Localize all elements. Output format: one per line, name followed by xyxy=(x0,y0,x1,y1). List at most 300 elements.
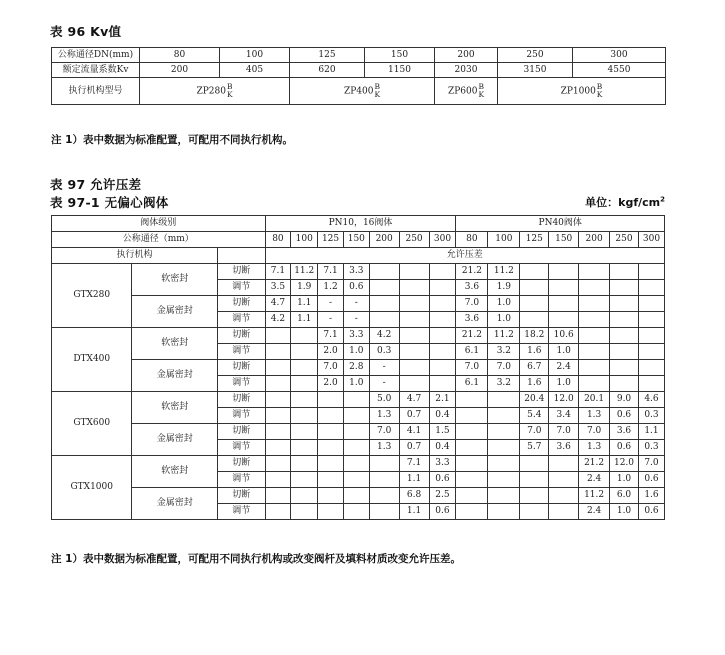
pressure-cell: 3.5 xyxy=(265,280,291,296)
pressure-cell xyxy=(265,408,291,424)
pressure-cell: 5.4 xyxy=(520,408,549,424)
pressure-cell xyxy=(579,360,610,376)
pressure-cell: 7.1 xyxy=(318,328,344,344)
pressure-cell xyxy=(610,312,639,328)
pressure-cell: 1.0 xyxy=(549,376,579,392)
pressure-cell xyxy=(579,264,610,280)
pressure-cell xyxy=(369,280,399,296)
pressure-cell xyxy=(610,360,639,376)
actuator-cell: ZP600 B K xyxy=(435,78,498,105)
actuator-cell: ZP1000 B K xyxy=(498,78,666,105)
pressure-cell xyxy=(638,344,664,360)
pressure-cell: 3.3 xyxy=(343,264,369,280)
dn-label: 公称通径DN(mm) xyxy=(52,48,140,63)
pressure-cell: - xyxy=(343,312,369,328)
table-row xyxy=(52,488,665,504)
pressure-cell xyxy=(488,488,520,504)
grade-label: 阀体级别 xyxy=(52,216,266,232)
pressure-cell xyxy=(291,344,318,360)
seal-type-cell: 软密封 xyxy=(132,264,218,296)
pressure-cell: 2.0 xyxy=(318,344,344,360)
pressure-cell: 4.1 xyxy=(399,424,429,440)
pressure-cell: 0.3 xyxy=(638,408,664,424)
pressure-cell xyxy=(429,376,456,392)
dn-header-label: 公称通径（mm） xyxy=(52,232,266,248)
pressure-cell xyxy=(291,424,318,440)
pressure-cell xyxy=(488,456,520,472)
pressure-cell: 1.1 xyxy=(399,472,429,488)
kv-cell: 1150 xyxy=(365,63,435,78)
pressure-cell: 0.6 xyxy=(638,472,664,488)
pressure-cell xyxy=(610,280,639,296)
dn-header-cell: 200 xyxy=(369,232,399,248)
dn-header-cell: 300 xyxy=(429,232,456,248)
pressure-cell: 7.0 xyxy=(456,296,488,312)
pressure-cell: 1.9 xyxy=(488,280,520,296)
pressure-cell: - xyxy=(369,376,399,392)
mode-cell: 切断 xyxy=(218,264,265,280)
actuator-model-cell: GTX600 xyxy=(52,392,132,456)
kv-cell: 620 xyxy=(290,63,365,78)
pressure-cell xyxy=(579,376,610,392)
unit-label: 单位：kgf/$cm^2$ xyxy=(585,195,665,209)
kv-label: 额定流量系数Kv xyxy=(52,63,140,78)
pressure-cell: 11.2 xyxy=(488,264,520,280)
pressure-cell xyxy=(343,456,369,472)
header-blank-cell xyxy=(218,248,265,264)
pressure-cell: 20.4 xyxy=(520,392,549,408)
pressure-cell: 1.0 xyxy=(488,296,520,312)
pressure-cell: 7.0 xyxy=(488,360,520,376)
pressure-cell: 3.6 xyxy=(456,312,488,328)
seal-type-cell: 金属密封 xyxy=(132,296,218,328)
pressure-cell xyxy=(291,328,318,344)
pressure-cell xyxy=(265,472,291,488)
mode-cell: 调节 xyxy=(218,344,265,360)
pressure-cell xyxy=(265,392,291,408)
pressure-cell xyxy=(638,376,664,392)
pressure-cell xyxy=(265,440,291,456)
actuator-cell: ZP280 B K xyxy=(140,78,290,105)
table96-note: 注 1）表中数据为标准配置，可配用不同执行机构。 xyxy=(51,134,293,146)
pressure-cell: 18.2 xyxy=(520,328,549,344)
pressure-cell: 1.1 xyxy=(291,312,318,328)
pressure-cell xyxy=(318,408,344,424)
pressure-cell xyxy=(429,344,456,360)
pressure-cell: 1.0 xyxy=(610,504,639,520)
pressure-cell: 12.0 xyxy=(610,456,639,472)
pressure-cell xyxy=(369,504,399,520)
actuator-model-cell: GTX280 xyxy=(52,264,132,328)
pressure-cell xyxy=(343,504,369,520)
pressure-cell xyxy=(429,328,456,344)
pressure-cell xyxy=(488,408,520,424)
kv-cell: 200 xyxy=(140,63,220,78)
pressure-cell: 0.4 xyxy=(429,440,456,456)
pressure-cell: - xyxy=(318,312,344,328)
pressure-cell xyxy=(638,280,664,296)
pressure-cell xyxy=(399,296,429,312)
pressure-cell: 4.2 xyxy=(265,312,291,328)
pressure-cell: 6.1 xyxy=(456,376,488,392)
pressure-cell: 0.6 xyxy=(343,280,369,296)
table96-title: 表 96 Kv值 xyxy=(50,24,122,39)
pressure-cell xyxy=(318,504,344,520)
pressure-cell xyxy=(318,456,344,472)
pressure-cell xyxy=(456,472,488,488)
pressure-cell: 3.4 xyxy=(549,408,579,424)
pressure-cell xyxy=(399,280,429,296)
pressure-cell: 0.6 xyxy=(429,472,456,488)
pressure-cell xyxy=(265,504,291,520)
pressure-cell: 2.5 xyxy=(429,488,456,504)
dn-cell: 250 xyxy=(498,48,573,63)
dn-header-cell: 150 xyxy=(549,232,579,248)
pressure-cell: - xyxy=(369,360,399,376)
pressure-cell: 5.0 xyxy=(369,392,399,408)
pressure-cell: 7.0 xyxy=(369,424,399,440)
pressure-cell xyxy=(579,328,610,344)
mode-cell: 切断 xyxy=(218,360,265,376)
dn-cell: 125 xyxy=(290,48,365,63)
pressure-cell xyxy=(291,504,318,520)
pressure-cell xyxy=(369,472,399,488)
pressure-cell: 0.4 xyxy=(429,408,456,424)
pressure-cell: 7.0 xyxy=(520,424,549,440)
pressure-cell xyxy=(610,344,639,360)
pressure-cell: 5.7 xyxy=(520,440,549,456)
pressure-cell xyxy=(399,264,429,280)
pressure-cell: 7.0 xyxy=(549,424,579,440)
pressure-cell xyxy=(638,264,664,280)
pressure-cell: 0.6 xyxy=(610,408,639,424)
pressure-cell xyxy=(265,376,291,392)
pressure-cell: 11.2 xyxy=(579,488,610,504)
pressure-cell xyxy=(579,280,610,296)
pressure-cell: - xyxy=(318,296,344,312)
pressure-cell: 4.7 xyxy=(399,392,429,408)
pressure-cell xyxy=(456,392,488,408)
pressure-cell: - xyxy=(343,296,369,312)
pressure-cell: 1.3 xyxy=(369,440,399,456)
mode-cell: 切断 xyxy=(218,424,265,440)
mode-cell: 调节 xyxy=(218,376,265,392)
pressure-cell xyxy=(291,456,318,472)
pressure-cell: 1.6 xyxy=(520,376,549,392)
mode-cell: 调节 xyxy=(218,280,265,296)
pressure-cell: 11.2 xyxy=(291,264,318,280)
pressure-cell xyxy=(549,264,579,280)
pressure-cell xyxy=(265,360,291,376)
pressure-cell: 7.1 xyxy=(318,264,344,280)
pressure-cell xyxy=(399,344,429,360)
mode-cell: 调节 xyxy=(218,440,265,456)
pressure-cell xyxy=(343,392,369,408)
pressure-cell xyxy=(369,488,399,504)
pressure-cell xyxy=(456,424,488,440)
pressure-cell xyxy=(549,296,579,312)
pressure-cell: 3.6 xyxy=(549,440,579,456)
dn-header-row xyxy=(52,232,665,248)
pressure-cell xyxy=(549,456,579,472)
table-row xyxy=(52,296,665,312)
actuator-header-label: 执行机构 xyxy=(52,248,218,264)
actuator-header-row xyxy=(52,248,665,264)
pressure-cell xyxy=(291,376,318,392)
table-row xyxy=(52,264,665,280)
pressure-cell: 20.1 xyxy=(579,392,610,408)
pressure-cell xyxy=(638,360,664,376)
pressure-cell: 7.1 xyxy=(399,456,429,472)
seal-type-cell: 软密封 xyxy=(132,392,218,424)
kv-cell: 3150 xyxy=(498,63,573,78)
pressure-cell xyxy=(429,280,456,296)
pressure-cell xyxy=(549,488,579,504)
pressure-cell: 4.2 xyxy=(369,328,399,344)
pressure-cell: 1.3 xyxy=(579,408,610,424)
mode-cell: 调节 xyxy=(218,408,265,424)
pressure-cell: 1.0 xyxy=(610,472,639,488)
pressure-cell: 21.2 xyxy=(456,264,488,280)
pn10-label: PN10，16阀体 xyxy=(265,216,456,232)
pressure-cell: 4.6 xyxy=(638,392,664,408)
pressure-cell: 2.1 xyxy=(429,392,456,408)
pressure-cell: 7.1 xyxy=(265,264,291,280)
pressure-cell xyxy=(318,440,344,456)
pressure-cell: 6.1 xyxy=(456,344,488,360)
dn-header-cell: 80 xyxy=(456,232,488,248)
dn-header-cell: 200 xyxy=(579,232,610,248)
actuator-model-cell: GTX1000 xyxy=(52,456,132,520)
pressure-cell xyxy=(549,472,579,488)
mode-cell: 切断 xyxy=(218,488,265,504)
pressure-cell xyxy=(343,488,369,504)
pressure-cell xyxy=(429,360,456,376)
pressure-cell: 7.0 xyxy=(638,456,664,472)
pressure-cell xyxy=(291,472,318,488)
pressure-cell xyxy=(399,376,429,392)
pressure-cell xyxy=(488,440,520,456)
table-row xyxy=(52,328,665,344)
pressure-cell: 0.3 xyxy=(369,344,399,360)
pressure-cell xyxy=(429,312,456,328)
pressure-cell xyxy=(291,392,318,408)
mode-cell: 调节 xyxy=(218,312,265,328)
pressure-cell: 1.5 xyxy=(429,424,456,440)
pressure-cell: 1.0 xyxy=(343,344,369,360)
pressure-cell xyxy=(488,472,520,488)
kv-table xyxy=(51,47,666,105)
dn-header-cell: 100 xyxy=(488,232,520,248)
pressure-cell: 21.2 xyxy=(456,328,488,344)
dn-header-cell: 150 xyxy=(343,232,369,248)
pressure-cell xyxy=(369,296,399,312)
seal-type-cell: 金属密封 xyxy=(132,488,218,520)
mode-cell: 切断 xyxy=(218,456,265,472)
pressure-cell xyxy=(549,504,579,520)
pressure-cell xyxy=(638,296,664,312)
dn-header-cell: 125 xyxy=(520,232,549,248)
dn-row xyxy=(52,48,666,63)
actuator-row xyxy=(52,78,666,105)
pressure-cell xyxy=(265,344,291,360)
pressure-cell xyxy=(369,264,399,280)
pressure-cell: 11.2 xyxy=(488,328,520,344)
pressure-cell: 3.6 xyxy=(456,280,488,296)
pressure-cell: 4.7 xyxy=(265,296,291,312)
kv-row xyxy=(52,63,666,78)
mode-cell: 切断 xyxy=(218,392,265,408)
pressure-cell xyxy=(520,504,549,520)
dn-cell: 100 xyxy=(220,48,290,63)
pressure-cell xyxy=(520,264,549,280)
kv-cell: 2030 xyxy=(435,63,498,78)
mode-cell: 切断 xyxy=(218,296,265,312)
pressure-cell xyxy=(488,392,520,408)
pressure-cell: 3.2 xyxy=(488,376,520,392)
pressure-cell: 10.6 xyxy=(549,328,579,344)
table-row xyxy=(52,392,665,408)
pressure-cell xyxy=(610,376,639,392)
pressure-cell xyxy=(456,440,488,456)
pressure-cell xyxy=(291,440,318,456)
pressure-cell: 1.0 xyxy=(549,344,579,360)
dn-cell: 80 xyxy=(140,48,220,63)
pressure-cell xyxy=(579,344,610,360)
pressure-cell xyxy=(579,312,610,328)
table-row xyxy=(52,360,665,376)
pressure-cell xyxy=(343,440,369,456)
pressure-cell xyxy=(549,280,579,296)
pressure-cell xyxy=(429,264,456,280)
mode-cell: 切断 xyxy=(218,328,265,344)
grade-row xyxy=(52,216,665,232)
dn-header-cell: 250 xyxy=(399,232,429,248)
pressure-cell: 1.1 xyxy=(399,504,429,520)
pressure-cell: 0.6 xyxy=(429,504,456,520)
pressure-cell xyxy=(456,408,488,424)
pressure-cell xyxy=(265,328,291,344)
pressure-cell: 1.0 xyxy=(488,312,520,328)
seal-type-cell: 金属密封 xyxy=(132,360,218,392)
pressure-cell: 7.0 xyxy=(579,424,610,440)
dn-cell: 150 xyxy=(365,48,435,63)
pressure-cell: 9.0 xyxy=(610,392,639,408)
pn40-label: PN40阀体 xyxy=(456,216,665,232)
pressure-cell: 3.3 xyxy=(429,456,456,472)
pressure-cell: 2.4 xyxy=(579,504,610,520)
pressure-cell xyxy=(520,312,549,328)
allowed-header-label: 允许压差 xyxy=(265,248,664,264)
pressure-cell: 7.0 xyxy=(318,360,344,376)
mode-cell: 调节 xyxy=(218,472,265,488)
pressure-cell xyxy=(456,456,488,472)
dn-header-cell: 125 xyxy=(318,232,344,248)
pressure-cell: 12.0 xyxy=(549,392,579,408)
pressure-cell xyxy=(429,296,456,312)
pressure-cell xyxy=(488,504,520,520)
pressure-cell xyxy=(638,312,664,328)
pressure-cell xyxy=(369,312,399,328)
actuator-cell: ZP400 B K xyxy=(290,78,435,105)
pressure-cell xyxy=(520,456,549,472)
table97-note: 注 1）表中数据为标准配置，可配用不同执行机构或改变阀杆及填料材质改变允许压差。 xyxy=(51,553,461,565)
pressure-cell: 6.0 xyxy=(610,488,639,504)
kv-cell: 4550 xyxy=(573,63,666,78)
pressure-cell: 1.1 xyxy=(638,424,664,440)
pressure-cell xyxy=(343,424,369,440)
pressure-cell xyxy=(318,472,344,488)
pressure-cell xyxy=(265,488,291,504)
pressure-cell: 1.6 xyxy=(520,344,549,360)
pressure-cell xyxy=(318,488,344,504)
pressure-cell xyxy=(520,488,549,504)
pressure-cell: 1.9 xyxy=(291,280,318,296)
pressure-cell: 3.3 xyxy=(343,328,369,344)
pressure-cell xyxy=(579,296,610,312)
pressure-cell: 1.0 xyxy=(343,376,369,392)
pressure-cell xyxy=(456,488,488,504)
pressure-cell xyxy=(399,328,429,344)
pressure-cell xyxy=(520,472,549,488)
dn-header-cell: 300 xyxy=(638,232,664,248)
table-row xyxy=(52,456,665,472)
allowed-pressure-table xyxy=(51,215,665,520)
seal-type-cell: 软密封 xyxy=(132,328,218,360)
actuator-label: 执行机构型号 xyxy=(52,78,140,105)
table97-title: 表 97 允许压差 xyxy=(50,177,142,192)
table-row xyxy=(52,424,665,440)
dn-header-cell: 100 xyxy=(291,232,318,248)
dn-cell: 300 xyxy=(573,48,666,63)
pressure-cell xyxy=(318,424,344,440)
pressure-cell xyxy=(399,312,429,328)
pressure-cell xyxy=(520,296,549,312)
pressure-cell: 3.2 xyxy=(488,344,520,360)
pressure-cell: 1.2 xyxy=(318,280,344,296)
pressure-cell: 2.4 xyxy=(549,360,579,376)
pressure-cell xyxy=(369,456,399,472)
pressure-cell: 6.7 xyxy=(520,360,549,376)
pressure-cell: 6.8 xyxy=(399,488,429,504)
pressure-cell xyxy=(343,408,369,424)
pressure-cell: 0.7 xyxy=(399,408,429,424)
kv-cell: 405 xyxy=(220,63,290,78)
pressure-cell: 7.0 xyxy=(456,360,488,376)
pressure-cell: 1.3 xyxy=(369,408,399,424)
pressure-cell: 1.3 xyxy=(579,440,610,456)
pressure-cell xyxy=(610,328,639,344)
pressure-cell: 0.6 xyxy=(610,440,639,456)
pressure-cell: 2.0 xyxy=(318,376,344,392)
seal-type-cell: 软密封 xyxy=(132,456,218,488)
pressure-cell xyxy=(265,424,291,440)
pressure-cell xyxy=(291,360,318,376)
pressure-cell xyxy=(318,392,344,408)
pressure-cell xyxy=(520,280,549,296)
dn-header-cell: 250 xyxy=(610,232,639,248)
pressure-cell xyxy=(291,488,318,504)
pressure-cell: 0.6 xyxy=(638,504,664,520)
pressure-cell xyxy=(610,296,639,312)
actuator-model-cell: DTX400 xyxy=(52,328,132,392)
pressure-cell xyxy=(488,424,520,440)
dn-header-cell: 80 xyxy=(265,232,291,248)
pressure-cell: 1.6 xyxy=(638,488,664,504)
pressure-cell xyxy=(265,456,291,472)
pressure-cell xyxy=(456,504,488,520)
mode-cell: 调节 xyxy=(218,504,265,520)
